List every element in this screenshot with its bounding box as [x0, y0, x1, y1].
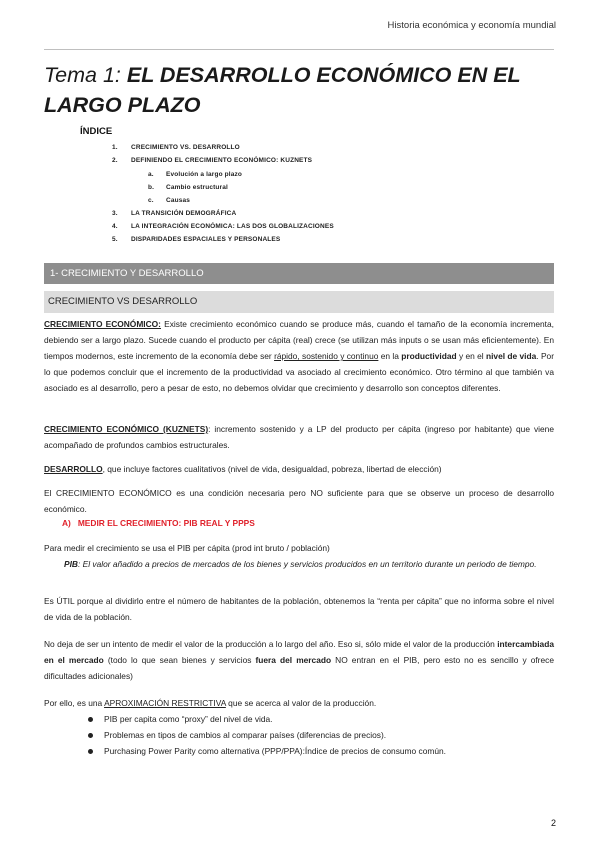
- text-run: en la: [378, 351, 402, 361]
- list-item: [88, 743, 548, 759]
- underlined-text: rápido, sostenido y continuo: [274, 351, 379, 361]
- bullet-list: [88, 711, 548, 759]
- bullet-icon: [88, 717, 93, 722]
- table-of-contents: [0, 0, 600, 248]
- toc-number: 3.: [112, 210, 118, 217]
- subsection-heading: CRECIMIENTO VS DESARROLLO: [44, 291, 554, 313]
- bold-text: productividad: [401, 351, 457, 361]
- bold-text: nivel de vida: [485, 351, 537, 361]
- term-crecimiento: CRECIMIENTO ECONÓMICO:: [44, 319, 161, 329]
- toc-item[interactable]: CRECIMIENTO VS. DESARROLLO: [131, 144, 240, 151]
- list-item-text: Purchasing Power Parity como alternativa (PPP/PPA):Índice de precios de consumo común.: [104, 746, 446, 756]
- subheading-a: [62, 515, 542, 531]
- bold-text: fuera del mercado: [255, 655, 332, 665]
- running-header: Historia económica y economía mundial: [387, 20, 556, 31]
- toc-number: 4.: [112, 223, 118, 230]
- paragraph-kuznets: [44, 421, 554, 453]
- paragraph-util: Es ÚTIL porque al dividirlo entre el número de habitantes de la población, obtenemos la “renta per cápita” que no informa sobre el nivel de vida de la población.: [44, 596, 554, 622]
- underlined-text: APROXIMACIÓN RESTRICTIVA: [104, 698, 226, 708]
- toc-number: 5.: [112, 236, 118, 243]
- toc-item[interactable]: DEFINIENDO EL CRECIMIENTO ECONÓMICO: KUZNETS: [131, 157, 313, 164]
- paragraph-desarrollo: [44, 461, 554, 477]
- toc-item[interactable]: LA INTEGRACIÓN ECONÓMICA: LAS DOS GLOBALIZACIONES: [131, 223, 334, 230]
- text-run: NO entran en el PIB, pero esto no es sencillo y ofrece dificultades adicionales): [44, 655, 554, 681]
- title-main-line2: LARGO PLAZO: [44, 93, 201, 117]
- toc-subitem[interactable]: Causas: [166, 197, 191, 204]
- paragraph-intento: [44, 636, 554, 684]
- paragraph-crecimiento: [44, 316, 554, 396]
- paragraph-aproximacion: [44, 695, 554, 711]
- toc-item[interactable]: LA TRANSICIÓN DEMOGRÁFICA: [131, 210, 237, 217]
- text-run: y en el: [456, 351, 486, 361]
- title-prefix: Tema 1:: [44, 63, 121, 87]
- paragraph-pib-definition: [64, 556, 554, 572]
- toc-letter: a.: [148, 171, 154, 178]
- toc-subitem[interactable]: Evolución a largo plazo: [166, 171, 243, 178]
- section-heading: 1- CRECIMIENTO Y DESARROLLO: [44, 263, 554, 284]
- term-desarrollo: DESARROLLO: [44, 464, 103, 474]
- index-heading: ÍNDICE: [80, 126, 113, 137]
- title-main-line1: EL DESARROLLO ECONÓMICO EN EL: [126, 63, 521, 87]
- toc-letter: c.: [148, 197, 154, 204]
- paragraph-medir: Para medir el crecimiento se usa el PIB per cápita (prod int bruto / población): [44, 543, 330, 553]
- text-run: Por ello, es una: [44, 698, 105, 708]
- toc-letter: b.: [148, 184, 155, 191]
- toc-number: 2.: [112, 157, 118, 164]
- list-item-text: Problemas en tipos de cambios al comparar países (diferencias de precios).: [104, 730, 387, 740]
- paragraph-condicion: El CRECIMIENTO ECONÓMICO es una condición necesaria pero NO suficiente para que se observe un proceso de desarrollo económico.: [44, 488, 554, 514]
- toc-item[interactable]: DISPARIDADES ESPACIALES Y PERSONALES: [131, 236, 281, 243]
- toc-subitem[interactable]: Cambio estructural: [166, 184, 228, 191]
- bullet-icon: [88, 733, 93, 738]
- text-run: Existe crecimiento económico cuando se produce más, cuando el tamaño de la economía incrementa, debiendo ser a largo plazo. Sucede cuando el producto per cápita (real) crece (se utilizan más inputs o se usan más eficientemente). En tiempos modernos, este incremento de la economía debe ser: [44, 319, 554, 361]
- subheading-number: A): [62, 518, 71, 528]
- page-number: 2: [550, 818, 556, 828]
- list-item: [88, 711, 548, 727]
- term-kuznets: CRECIMIENTO ECONÓMICO (KUZNETS): [44, 424, 209, 434]
- list-item: [88, 727, 548, 743]
- toc-number: 1.: [112, 144, 118, 151]
- text-run: que se acerca al valor de la producción.: [225, 698, 377, 708]
- text-run: . Por lo que podemos concluir que el incremento de la productividad va asociado al crecimiento económico. Otro término al que también va asociado es al desarrollo, pero a pesar de esto, no debemos olvidar que crecimiento y desarrollo son conceptos diferentes.: [44, 351, 554, 393]
- text-run: , que incluye factores cualitativos (nivel de vida, desigualdad, pobreza, libertad de elección): [102, 464, 442, 474]
- list-item-text: PIB per capita como “proxy” del nivel de vida.: [104, 714, 273, 724]
- text-run: : incremento sostenido y a LP del producto per cápita (ingreso por habitante) que viene acompañado de profundos cambios estructurales.: [44, 424, 554, 450]
- text-run: : El valor añadido a precios de mercados de los bienes y servicios producidos en un territorio durante un periodo de tiempo.: [77, 559, 537, 569]
- bold-text: intercambiada en el mercado: [44, 639, 554, 665]
- text-run: (todo lo que sean bienes y servicios: [103, 655, 256, 665]
- text-run: No deja de ser un intento de medir el valor de la producción a lo largo del año. Eso si, sólo mide el valor de la producción: [44, 639, 498, 649]
- term-pib: PIB: [64, 559, 78, 569]
- bullet-icon: [88, 749, 93, 754]
- subheading-text: MEDIR EL CRECIMIENTO: PIB REAL Y PPPS: [77, 518, 255, 528]
